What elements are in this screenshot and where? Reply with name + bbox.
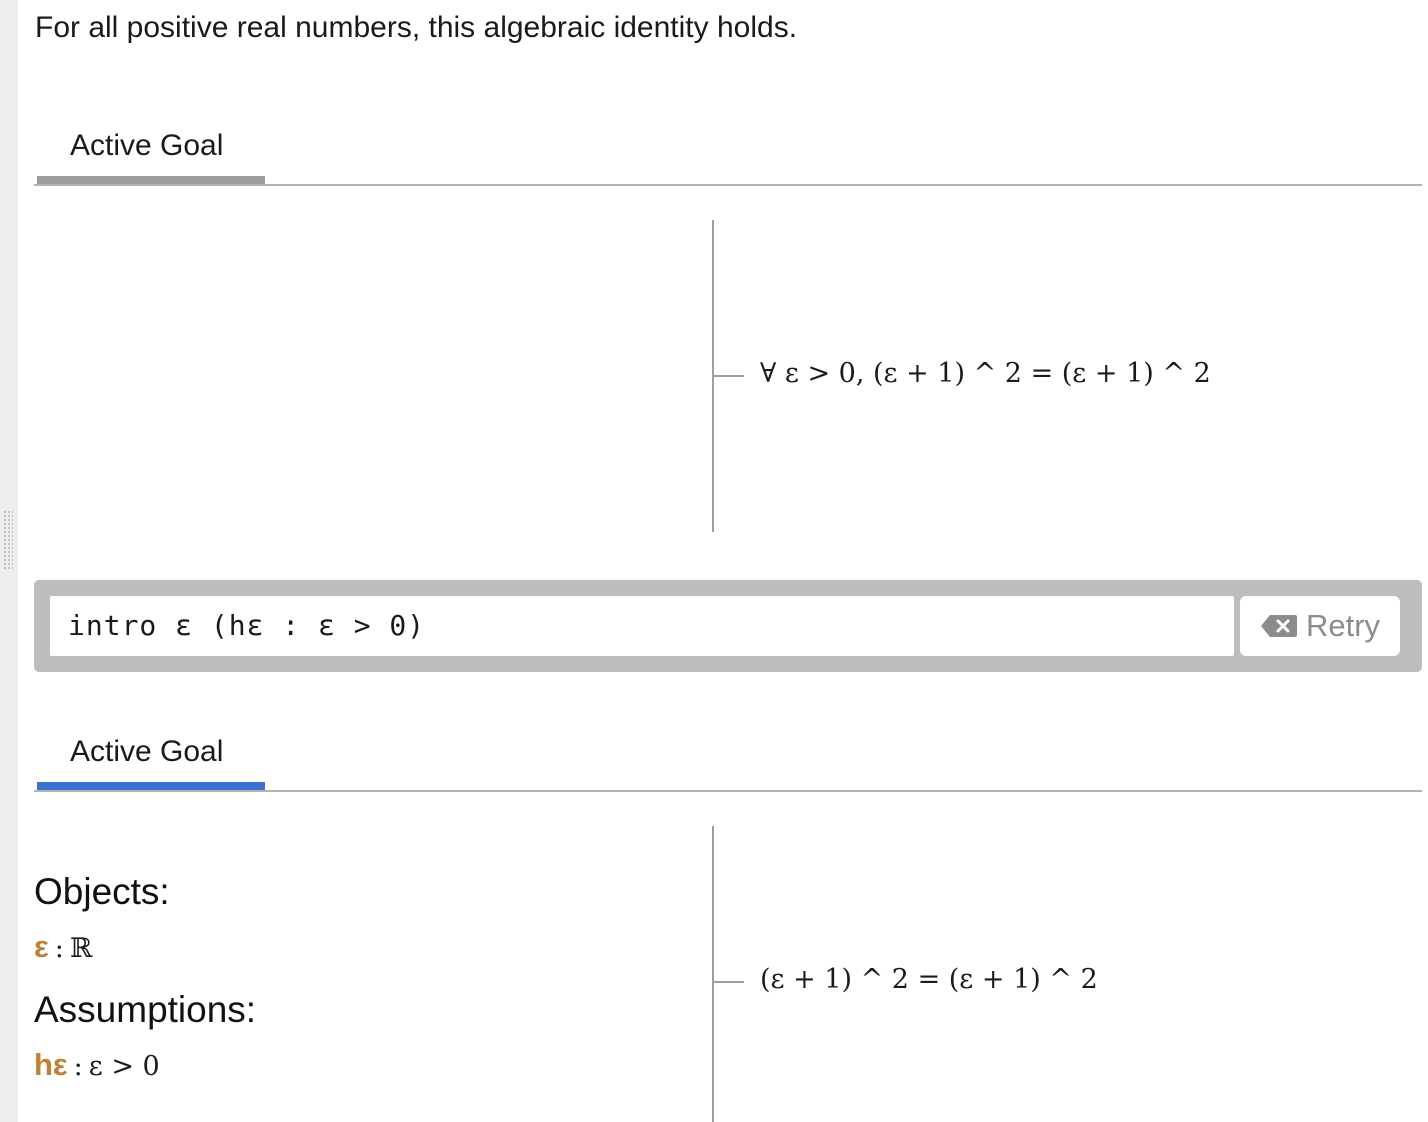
problem-statement: For all positive real numbers, this algebraic identity holds. — [35, 11, 798, 44]
goal-panel-before — [34, 120, 1422, 540]
colon: : — [73, 1051, 83, 1082]
objects-heading: Objects: — [34, 871, 170, 912]
tab-active-goal[interactable]: Active Goal — [70, 129, 224, 162]
tab-underline-inactive — [37, 176, 265, 184]
tab-underline-active — [37, 782, 265, 790]
assumption-entry — [34, 1048, 160, 1084]
goal-target: (ε + 1) ^ 2 = (ε + 1) ^ 2 — [760, 964, 1098, 995]
turnstile-icon — [714, 981, 744, 983]
assumption-type: ε > 0 — [88, 1051, 160, 1082]
assumptions-heading: Assumptions: — [34, 989, 257, 1030]
object-entry — [34, 930, 92, 966]
object-name[interactable]: ε — [34, 929, 49, 964]
tactic-row — [34, 580, 1422, 672]
turnstile-icon — [714, 375, 744, 377]
tabs-divider — [34, 790, 1422, 792]
resize-grip-icon[interactable] — [3, 510, 13, 570]
colon: : — [54, 933, 64, 964]
assumption-name[interactable]: hε — [34, 1047, 68, 1082]
goal-target: ∀ ε > 0, (ε + 1) ^ 2 = (ε + 1) ^ 2 — [760, 358, 1211, 389]
retry-label: Retry — [1305, 608, 1381, 643]
goal-panel-after — [34, 726, 1422, 1122]
tactic-input[interactable]: intro ε (hε : ε > 0) — [50, 596, 1234, 656]
tab-active-goal[interactable]: Active Goal — [70, 735, 224, 768]
goal-split-divider — [712, 826, 714, 1122]
object-type: ℝ — [69, 933, 93, 964]
left-rail — [0, 0, 18, 1122]
retry-button[interactable] — [1240, 596, 1400, 656]
tabs-divider — [34, 184, 1422, 186]
backspace-icon — [1260, 614, 1298, 638]
